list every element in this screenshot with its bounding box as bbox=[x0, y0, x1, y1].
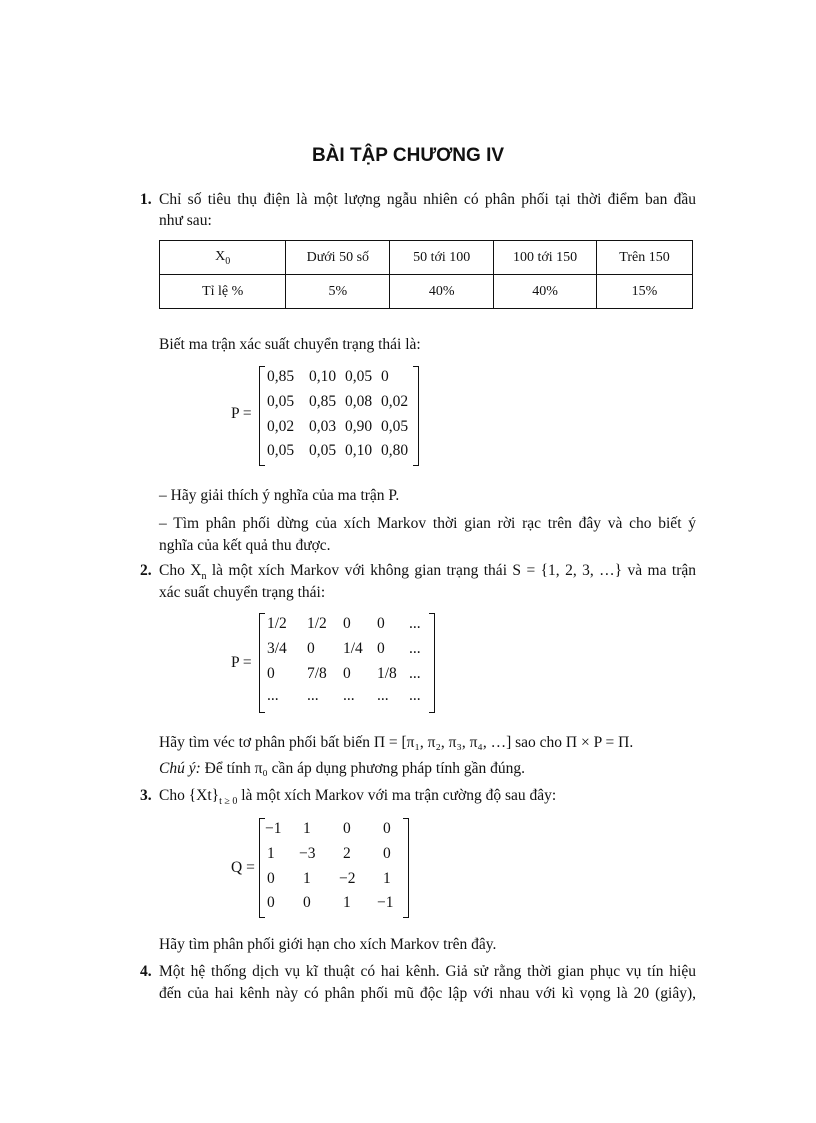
matrix-cell: ... bbox=[307, 687, 319, 704]
problem-2-line1: Cho $X_n$ là một xích Markov với không gian trạng thái S = {1, 2, 3, …} và ma trận bbox=[159, 562, 696, 583]
matrix-cell: 1 bbox=[343, 894, 351, 911]
matrix-cell: 0 bbox=[307, 640, 315, 657]
matrix-cell: 1/8 bbox=[377, 665, 397, 682]
matrix-cell: 0 bbox=[343, 665, 351, 682]
table-header-cell: $X_0$ bbox=[160, 241, 286, 275]
matrix-cell: 0,10 bbox=[345, 442, 373, 459]
matrix-cell: 7/8 bbox=[307, 665, 327, 682]
problem-2-note: Chú ý: Để tính π₀ cần áp dụng phương pháp tính gần đúng. bbox=[159, 760, 526, 777]
matrix-q-label: Q = bbox=[231, 859, 255, 876]
problem-3-ask: Hãy tìm phân phối giới hạn cho xích Markov trên đây. bbox=[159, 936, 497, 953]
matrix-cell: 0,90 bbox=[345, 418, 373, 435]
matrix-cell: 2 bbox=[343, 845, 351, 862]
matrix-cell: ... bbox=[267, 687, 279, 704]
matrix-cell: ... bbox=[409, 640, 421, 657]
problem-4-line2: đến của hai kênh này có phân phối mũ độc lập với nhau với kì vọng là 20 (giây), bbox=[159, 985, 696, 1002]
matrix-cell: 0 bbox=[383, 845, 391, 862]
transition-matrix-p2 bbox=[259, 613, 435, 713]
matrix-cell: 1/2 bbox=[267, 615, 287, 632]
table-header-cell: 50 tới 100 bbox=[390, 241, 494, 275]
matrix-cell: 0 bbox=[383, 820, 391, 837]
problem-4-number: 4. bbox=[140, 963, 152, 980]
matrix-cell: 0,05 bbox=[345, 368, 373, 385]
problem-3-number: 3. bbox=[140, 787, 152, 804]
matrix-cell: −3 bbox=[299, 845, 316, 862]
matrix-cell: ... bbox=[409, 687, 421, 704]
matrix-cell: −2 bbox=[339, 870, 356, 887]
matrix-cell: 0,85 bbox=[309, 393, 337, 410]
problem-1-question-2-line2: nghĩa của kết quả thu được. bbox=[159, 537, 331, 554]
matrix-cell: 1/4 bbox=[343, 640, 363, 657]
matrix-cell: 0 bbox=[381, 368, 389, 385]
table-cell: 5% bbox=[286, 275, 390, 309]
table-cell: 40% bbox=[494, 275, 597, 309]
matrix-cell: 0,05 bbox=[267, 393, 295, 410]
problem-1-line1: Chỉ số tiêu thụ điện là một lượng ngẫu nhiên có phân phối tại thời điểm ban đầu bbox=[159, 191, 696, 208]
matrix-cell: 0,05 bbox=[381, 418, 409, 435]
matrix-cell: 0 bbox=[303, 894, 311, 911]
table-cell: 40% bbox=[390, 275, 494, 309]
matrix-cell: 0 bbox=[267, 870, 275, 887]
problem-1-number: 1. bbox=[140, 191, 152, 208]
matrix-cell: 1 bbox=[383, 870, 391, 887]
matrix-cell: −1 bbox=[377, 894, 394, 911]
matrix-cell: 0,10 bbox=[309, 368, 337, 385]
matrix-cell: 1 bbox=[303, 820, 311, 837]
matrix-cell: ... bbox=[409, 615, 421, 632]
matrix-cell: 0,05 bbox=[309, 442, 337, 459]
matrix-intro: Biết ma trận xác suất chuyển trạng thái là: bbox=[159, 336, 421, 353]
matrix-cell: 1 bbox=[267, 845, 275, 862]
matrix-p2-label: P = bbox=[231, 654, 252, 671]
matrix-cell: 0 bbox=[377, 615, 385, 632]
matrix-cell: 0 bbox=[343, 820, 351, 837]
matrix-cell: 0 bbox=[267, 665, 275, 682]
matrix-cell: 0,85 bbox=[267, 368, 295, 385]
matrix-cell: ... bbox=[343, 687, 355, 704]
problem-2-line2: xác suất chuyển trạng thái: bbox=[159, 584, 326, 601]
matrix-cell: ... bbox=[377, 687, 389, 704]
matrix-cell: 0,03 bbox=[309, 418, 337, 435]
table-row bbox=[160, 275, 693, 309]
table-cell: Tỉ lệ % bbox=[160, 275, 286, 309]
problem-1-line2: như sau: bbox=[159, 212, 212, 229]
matrix-cell: 0 bbox=[267, 894, 275, 911]
table-cell: 15% bbox=[597, 275, 693, 309]
matrix-cell: 3/4 bbox=[267, 640, 287, 657]
matrix-cell: 0,08 bbox=[345, 393, 373, 410]
matrix-cell: −1 bbox=[265, 820, 282, 837]
problem-2-number: 2. bbox=[140, 562, 152, 579]
page-title: BÀI TẬP CHƯƠNG IV bbox=[311, 145, 505, 166]
distribution-table bbox=[159, 240, 693, 309]
matrix-cell: 1/2 bbox=[307, 615, 327, 632]
matrix-cell: ... bbox=[409, 665, 421, 682]
matrix-cell: 0 bbox=[377, 640, 385, 657]
matrix-cell: 0,80 bbox=[381, 442, 409, 459]
problem-4-line1: Một hệ thống dịch vụ kĩ thuật có hai kênh. Giả sử rằng thời gian phục vụ tín hiệu bbox=[159, 963, 696, 980]
intensity-matrix-q bbox=[259, 818, 409, 918]
matrix-cell: 1 bbox=[303, 870, 311, 887]
transition-matrix-p bbox=[259, 366, 419, 466]
matrix-cell: 0,02 bbox=[267, 418, 295, 435]
table-header-row bbox=[160, 241, 693, 275]
problem-2-ask: Hãy tìm véc tơ phân phối bất biến Π = [π₁, π₂, π₃, π₄, …] sao cho Π × P = Π. bbox=[159, 734, 634, 751]
matrix-p-label: P = bbox=[231, 405, 252, 422]
matrix-cell: 0,02 bbox=[381, 393, 409, 410]
matrix-cell: 0,05 bbox=[267, 442, 295, 459]
problem-1-question-1: – Hãy giải thích ý nghĩa của ma trận P. bbox=[159, 487, 400, 504]
matrix-cell: 0 bbox=[343, 615, 351, 632]
table-header-cell: Dưới 50 số bbox=[286, 241, 390, 275]
problem-1-question-2-line1: – Tìm phân phối dừng của xích Markov thời gian rời rạc trên đây và cho biết ý bbox=[159, 515, 696, 532]
table-header-cell: Trên 150 bbox=[597, 241, 693, 275]
problem-3-line: Cho $\{Xt\}_{t \ge 0}$ là một xích Markov với ma trận cường độ sau đây: bbox=[159, 787, 557, 808]
table-header-cell: 100 tới 150 bbox=[494, 241, 597, 275]
